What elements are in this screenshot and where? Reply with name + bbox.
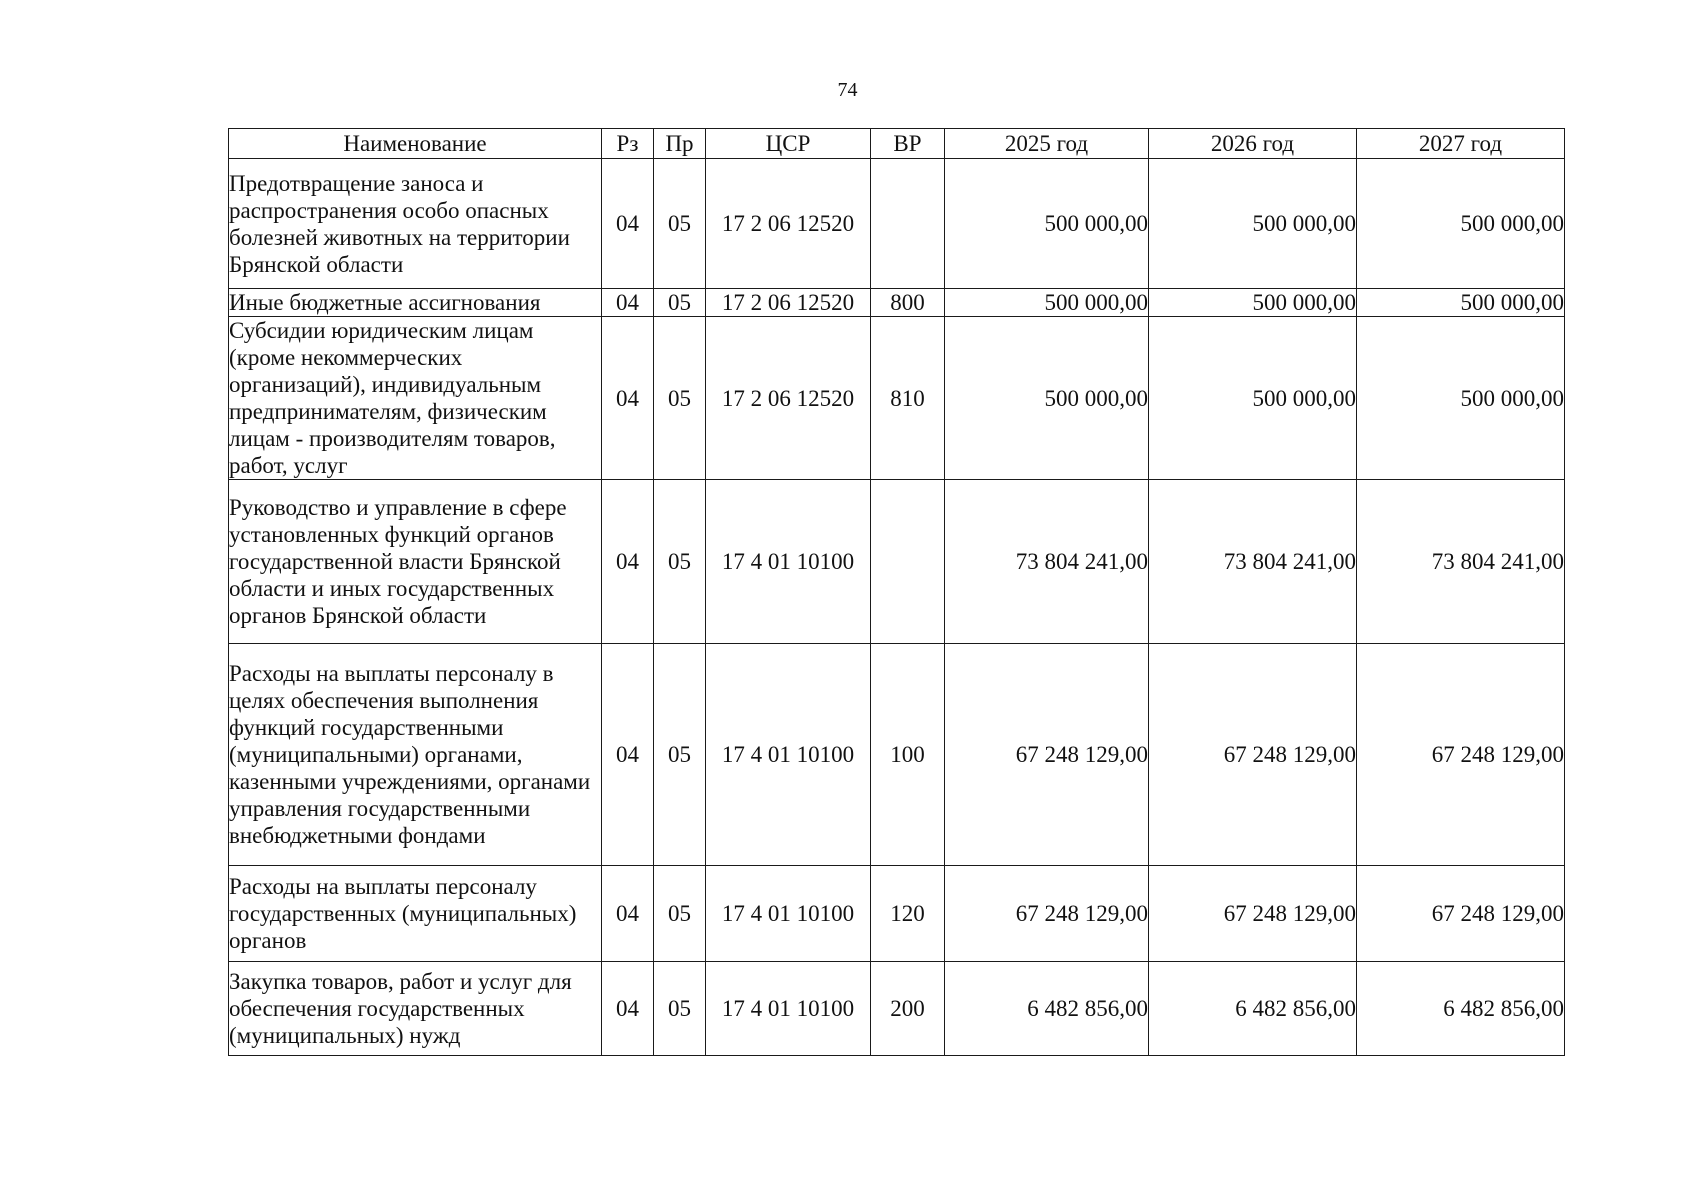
header-name: Наименование <box>229 129 602 159</box>
cell-2025: 500 000,00 <box>945 317 1149 480</box>
cell-vr: 800 <box>871 289 945 317</box>
cell-2026: 67 248 129,00 <box>1149 866 1357 962</box>
cell-2027: 67 248 129,00 <box>1357 866 1565 962</box>
cell-name: Закупка товаров, работ и услуг для обеспечения государственных (муниципальных) нужд <box>229 962 602 1056</box>
cell-2027: 67 248 129,00 <box>1357 644 1565 866</box>
cell-name: Субсидии юридическим лицам (кроме некоммерческих организаций), индивидуальным предпринимателям, физическим лицам - производителям товаров, работ, услуг <box>229 317 602 480</box>
cell-csr: 17 4 01 10100 <box>706 962 871 1056</box>
cell-2025: 500 000,00 <box>945 159 1149 289</box>
cell-vr <box>871 159 945 289</box>
cell-pr: 05 <box>654 962 706 1056</box>
cell-name: Иные бюджетные ассигнования <box>229 289 602 317</box>
cell-pr: 05 <box>654 317 706 480</box>
cell-pr: 05 <box>654 480 706 644</box>
cell-2026: 73 804 241,00 <box>1149 480 1357 644</box>
cell-rz: 04 <box>602 317 654 480</box>
cell-rz: 04 <box>602 962 654 1056</box>
cell-pr: 05 <box>654 289 706 317</box>
cell-vr: 200 <box>871 962 945 1056</box>
cell-rz: 04 <box>602 159 654 289</box>
cell-name: Расходы на выплаты персоналу в целях обеспечения выполнения функций государственными (муниципальными) органами, казенными учреждениями, органами управления государственными внебюджетными фондами <box>229 644 602 866</box>
cell-2025: 500 000,00 <box>945 289 1149 317</box>
header-2025: 2025 год <box>945 129 1149 159</box>
budget-table <box>228 128 1565 1056</box>
table-row <box>229 289 1565 317</box>
table-row <box>229 866 1565 962</box>
cell-rz: 04 <box>602 480 654 644</box>
cell-2026: 6 482 856,00 <box>1149 962 1357 1056</box>
cell-pr: 05 <box>654 159 706 289</box>
table-row <box>229 159 1565 289</box>
cell-pr: 05 <box>654 644 706 866</box>
cell-csr: 17 2 06 12520 <box>706 289 871 317</box>
cell-2025: 6 482 856,00 <box>945 962 1149 1056</box>
cell-2026: 67 248 129,00 <box>1149 644 1357 866</box>
header-csr: ЦСР <box>706 129 871 159</box>
cell-csr: 17 4 01 10100 <box>706 644 871 866</box>
header-2027: 2027 год <box>1357 129 1565 159</box>
cell-2027: 500 000,00 <box>1357 159 1565 289</box>
cell-2025: 67 248 129,00 <box>945 644 1149 866</box>
cell-rz: 04 <box>602 866 654 962</box>
header-pr: Пр <box>654 129 706 159</box>
cell-vr: 810 <box>871 317 945 480</box>
table-row <box>229 962 1565 1056</box>
cell-name: Руководство и управление в сфере установленных функций органов государственной власти Брянской области и иных государственных органов Брянской области <box>229 480 602 644</box>
header-rz: Рз <box>602 129 654 159</box>
cell-csr: 17 2 06 12520 <box>706 317 871 480</box>
cell-2026: 500 000,00 <box>1149 317 1357 480</box>
table-row <box>229 317 1565 480</box>
cell-csr: 17 4 01 10100 <box>706 866 871 962</box>
cell-2027: 73 804 241,00 <box>1357 480 1565 644</box>
cell-vr: 100 <box>871 644 945 866</box>
cell-pr: 05 <box>654 866 706 962</box>
cell-name: Предотвращение заноса и распространения особо опасных болезней животных на территории Брянской области <box>229 159 602 289</box>
cell-rz: 04 <box>602 644 654 866</box>
cell-csr: 17 4 01 10100 <box>706 480 871 644</box>
header-vr: ВР <box>871 129 945 159</box>
cell-2027: 500 000,00 <box>1357 289 1565 317</box>
table-row <box>229 644 1565 866</box>
table-header-row <box>229 129 1565 159</box>
cell-2025: 73 804 241,00 <box>945 480 1149 644</box>
cell-name: Расходы на выплаты персоналу государственных (муниципальных) органов <box>229 866 602 962</box>
page-number: 74 <box>837 79 858 101</box>
table-row <box>229 480 1565 644</box>
cell-2026: 500 000,00 <box>1149 159 1357 289</box>
cell-vr: 120 <box>871 866 945 962</box>
cell-rz: 04 <box>602 289 654 317</box>
cell-2027: 6 482 856,00 <box>1357 962 1565 1056</box>
cell-vr <box>871 480 945 644</box>
cell-2025: 67 248 129,00 <box>945 866 1149 962</box>
header-2026: 2026 год <box>1149 129 1357 159</box>
cell-2026: 500 000,00 <box>1149 289 1357 317</box>
cell-2027: 500 000,00 <box>1357 317 1565 480</box>
cell-csr: 17 2 06 12520 <box>706 159 871 289</box>
